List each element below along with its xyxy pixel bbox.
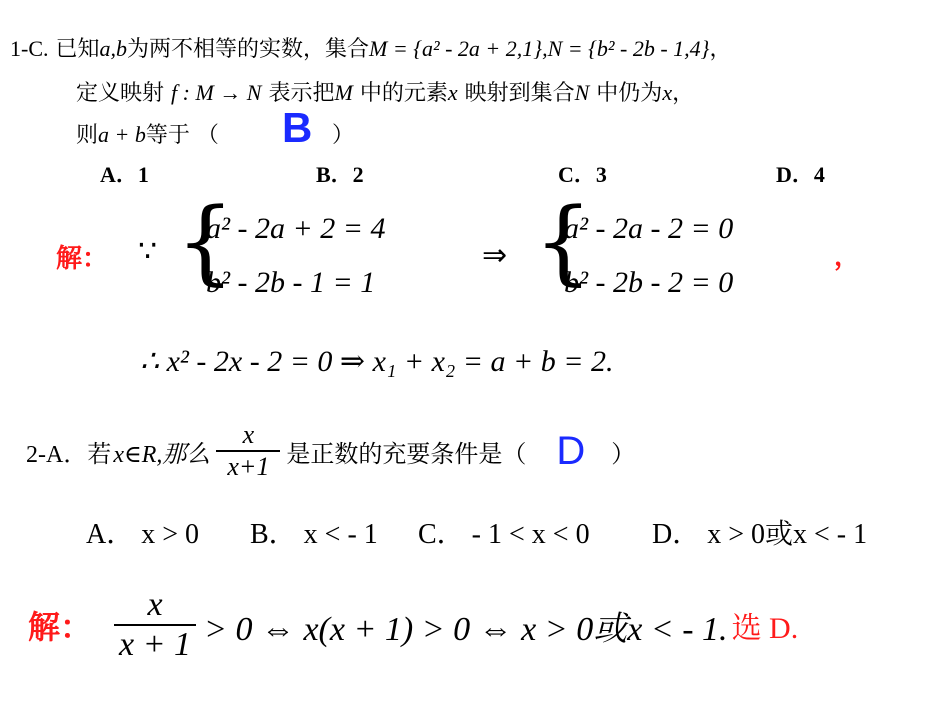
q1-line2-x: x — [447, 80, 458, 105]
q2-number: 2-A．若 — [26, 441, 112, 468]
q1-text-a: 已知 — [55, 37, 100, 62]
q1-line3-close: ） — [332, 123, 355, 148]
q2-text: 是正数的充要条件是（ — [286, 439, 527, 468]
q1-line1 — [10, 32, 731, 63]
q2-option-b: B． x < - 1 — [250, 519, 378, 550]
q1-line2-e: 中仍为 — [596, 81, 663, 106]
q1-option-b: B．2 — [316, 162, 364, 187]
q2-frac-den: x+1 — [227, 452, 270, 481]
q1-map: f : M → N — [171, 80, 262, 105]
q1-line2-N: N — [574, 80, 590, 105]
q2-line — [26, 420, 635, 482]
q1-text-b: 为两不相等的实数，集合 — [127, 37, 370, 62]
q2-answer: D — [556, 428, 586, 473]
sol2-fraction — [114, 586, 196, 664]
sol2-rest: > 0 ⇔ x(x + 1) > 0 ⇔ x > 0或x < - 1. — [204, 610, 728, 648]
q1-line2-c: 中的元素 — [359, 81, 448, 106]
q1-vars: a,b — [99, 36, 128, 61]
q1-line2-d: 映射到集合 — [464, 81, 575, 106]
sol2-frac-den: x + 1 — [118, 626, 192, 663]
q1-line2-a: 定义映射 — [76, 81, 165, 106]
q1-line3-b: 等于 （ — [145, 123, 219, 148]
q1-line3-a: 则 — [76, 123, 99, 148]
q2-fraction — [216, 420, 280, 482]
sol1-comma: ， — [834, 242, 861, 272]
q2-cond: x∈R,那么 — [113, 441, 211, 468]
q1-line2 — [76, 76, 694, 107]
q1-option-d: D．4 — [776, 162, 825, 187]
sol2-line — [28, 586, 798, 664]
sol1-sys2-eq2: b² - 2b - 2 = 0 — [564, 266, 734, 299]
sol1-conclusion: ∴ x² - 2x - 2 = 0 ⇒ x₁ + x₂ = a + b = 2. — [140, 345, 614, 378]
q1-line1-end: ， — [709, 37, 732, 62]
q2-frac-num: x — [242, 420, 255, 449]
sol1-brace-left-2: { — [534, 188, 593, 295]
q1-option-a: A．1 — [100, 162, 149, 187]
q1-set-n: N = {b² - 2b - 1,4} — [547, 36, 710, 61]
sol1-because: ∵ — [138, 234, 158, 269]
sol2-frac-num: x — [147, 586, 163, 623]
q1-line2-M: M — [334, 80, 353, 105]
q2-option-d: D． x > 0或x < - 1 — [652, 519, 868, 550]
q1-number: 1-C. — [10, 36, 49, 61]
sol1-sys2-eq1: a² - 2a - 2 = 0 — [564, 212, 734, 245]
q1-option-c: C．3 — [558, 162, 607, 187]
sol1-implies: ⇒ — [482, 238, 508, 273]
q1-line3 — [76, 118, 219, 149]
q1-line2-b: 表示把 — [268, 81, 335, 106]
sol1-label: 解： — [56, 244, 109, 274]
q2-close: ） — [611, 439, 636, 468]
q2-option-a: A． x > 0 — [86, 519, 200, 550]
q2-option-c: C． - 1 < x < 0 — [418, 519, 590, 550]
q1-set-m: M = {a² - 2a + 2,1} — [369, 36, 543, 61]
q1-line2-end: ， — [672, 81, 695, 106]
q1-answer: B — [282, 104, 313, 151]
q1-line2-x2: x — [662, 80, 673, 105]
sol1-sys1-eq1: a² - 2a + 2 = 4 — [206, 212, 386, 245]
q1-line3-expr: a + b — [98, 122, 146, 147]
sol1-brace-left-1: { — [176, 188, 235, 295]
sol2-label: 解： — [28, 608, 93, 646]
sol2-choose: 选 D. — [731, 612, 799, 645]
q1-set-sep: , — [542, 36, 548, 61]
sol1-sys1-eq2: b² - 2b - 1 = 1 — [206, 266, 376, 299]
